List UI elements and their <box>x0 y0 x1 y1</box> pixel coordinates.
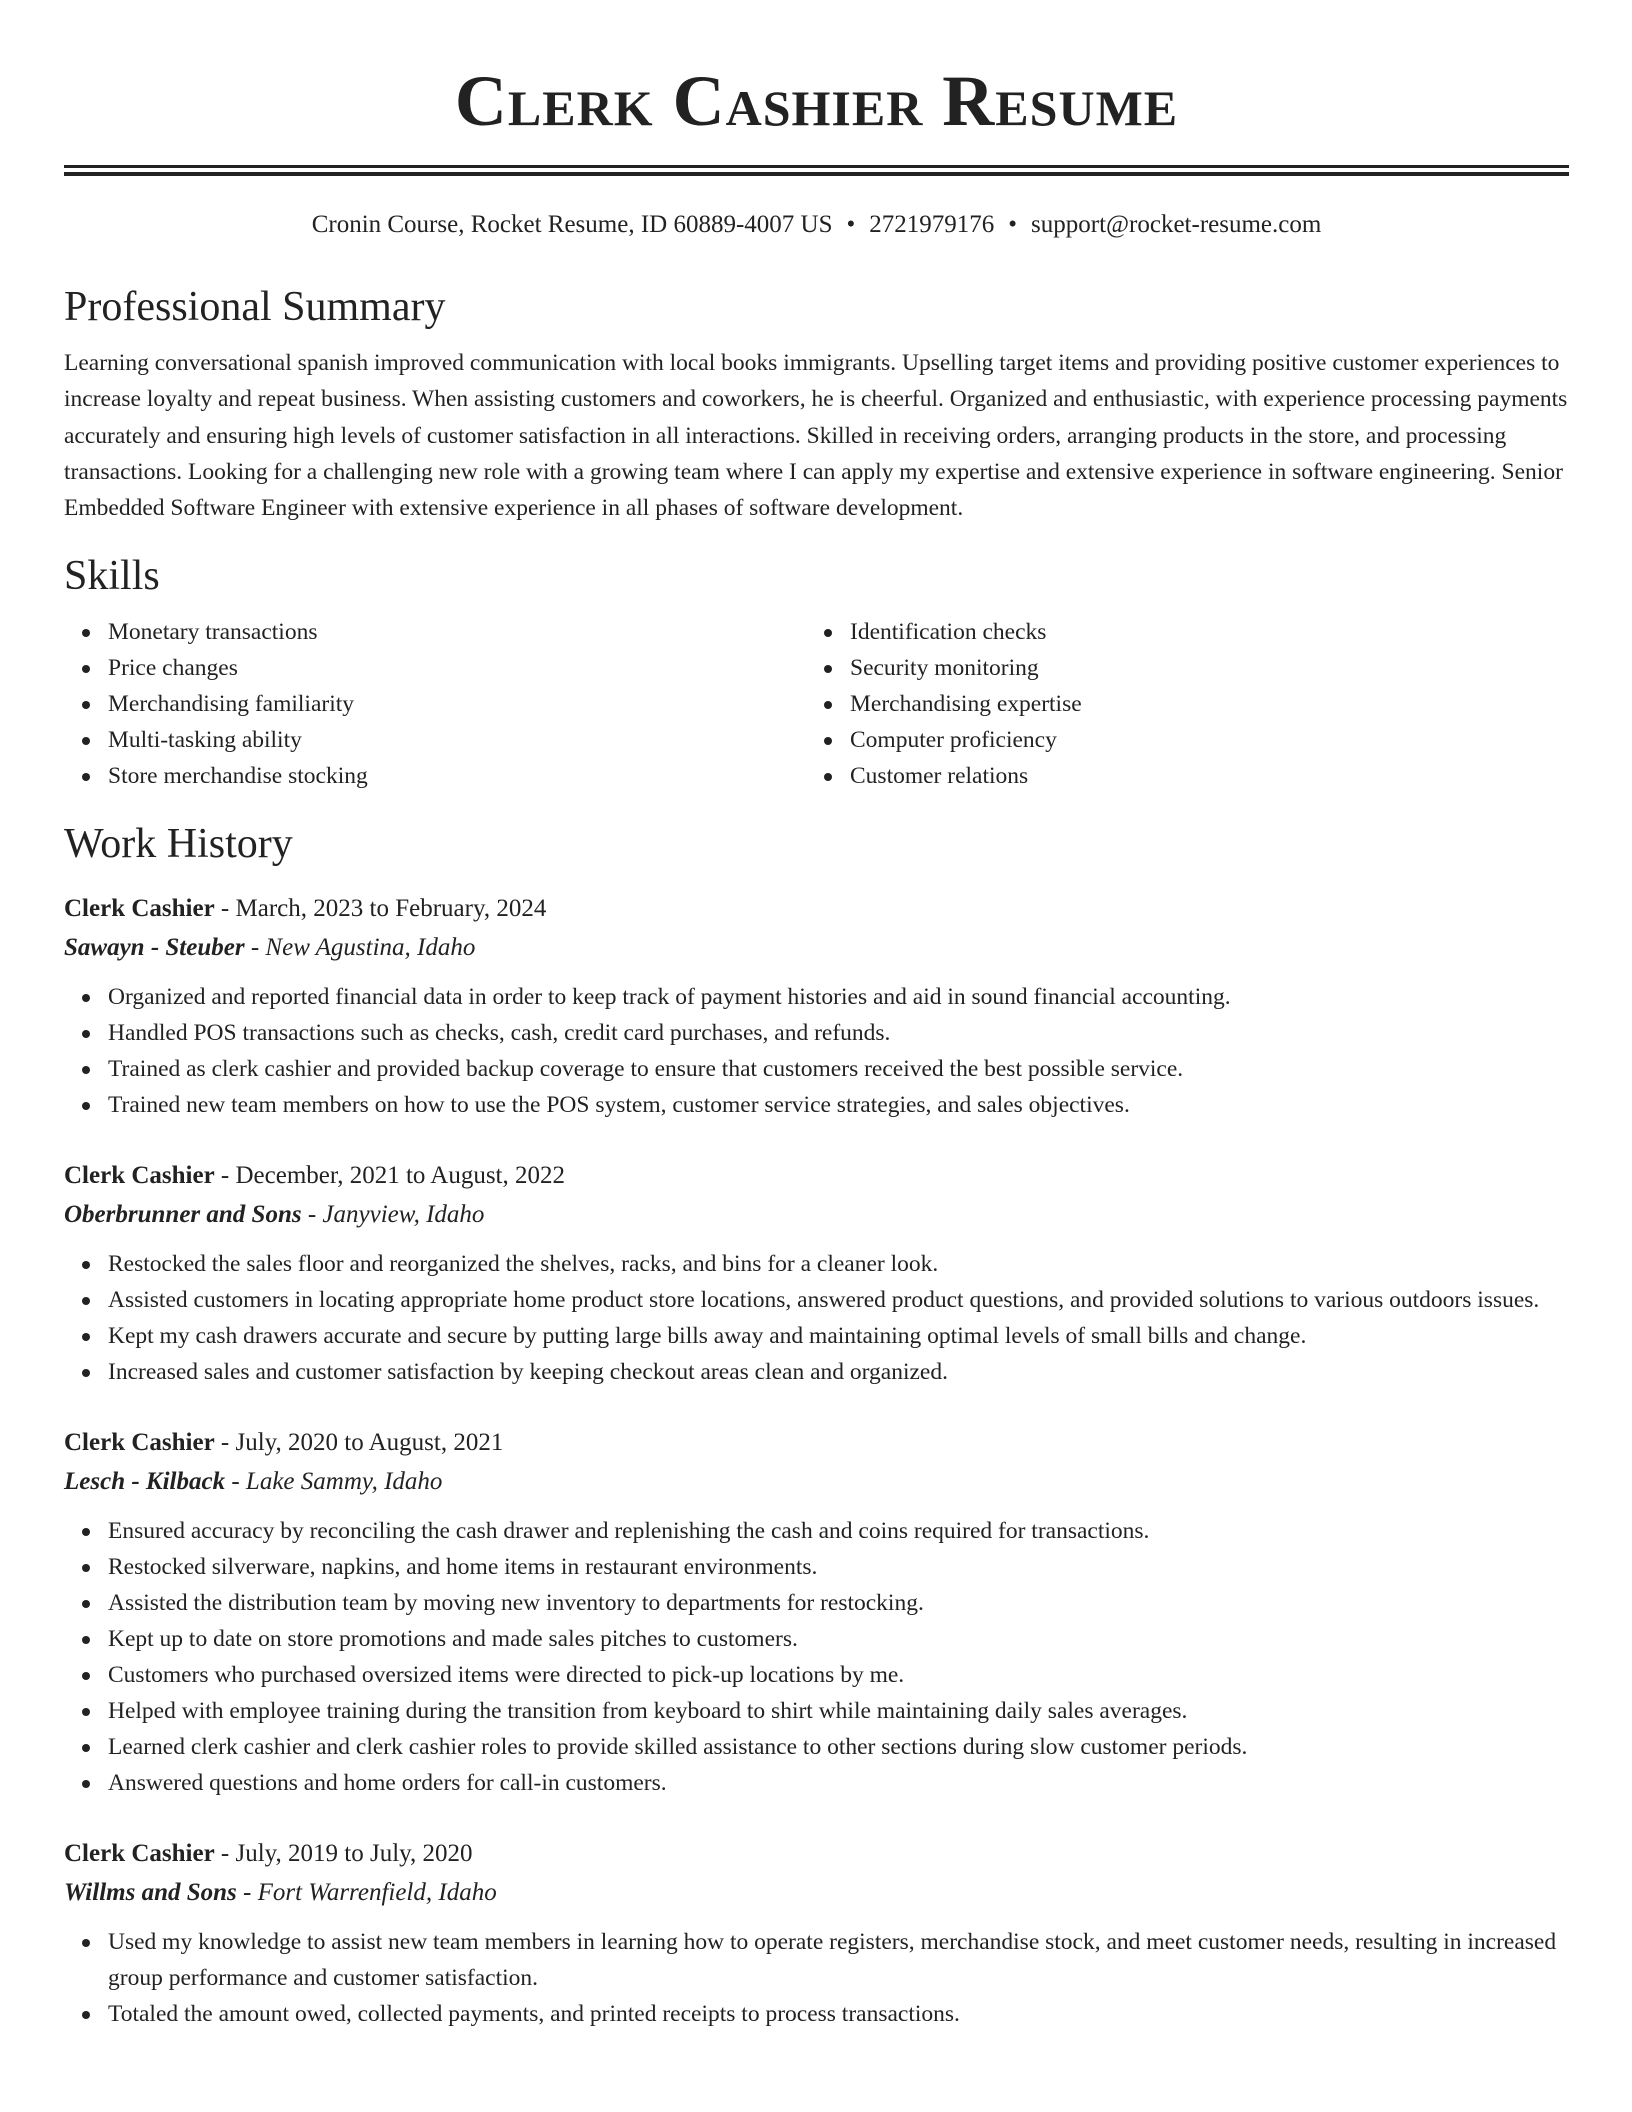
company-separator: - <box>301 1201 323 1229</box>
job-entry <box>64 1835 1569 2032</box>
title-double-rule <box>64 165 1569 176</box>
contact-address: Cronin Course, Rocket Resume, ID 60889-4007 US <box>311 211 833 238</box>
skill-item: Security monitoring <box>850 650 1548 686</box>
skills-left-list <box>64 614 806 794</box>
company-name: Willms and Sons <box>64 1879 237 1907</box>
job-duties-list <box>64 1924 1569 2032</box>
company-separator: - <box>236 1879 258 1907</box>
company-line <box>64 1462 1569 1502</box>
summary-text: Learning conversational spanish improved communication with local books immigrants. Upselling target items and providing positive customer experiences to increase loyalty and repeat business. When assisting customers and coworkers, he is cheerful. Organized and enthusiastic, with experience processing payments accurately and ensuring high levels of customer satisfaction in all interactions. Skilled in receiving orders, arranging products in the store, and processing transactions. Looking for a challenging new role with a growing team where I can apply my expertise and extensive experience in software engineering. Senior Embedded Software Engineer with extensive experience in all phases of software development. <box>64 350 1568 522</box>
job-title: Clerk Cashier <box>64 1429 215 1457</box>
job-title: Clerk Cashier <box>64 895 215 923</box>
job-duty: Kept up to date on store promotions and made sales pitches to customers. <box>108 1621 1569 1657</box>
job-duty: Ensured accuracy by reconciling the cash drawer and replenishing the cash and coins required for transactions. <box>108 1513 1569 1549</box>
job-dates: July, 2019 to July, 2020 <box>235 1840 473 1868</box>
job-title: Clerk Cashier <box>64 1840 215 1868</box>
company-line <box>64 1195 1569 1235</box>
skill-item: Merchandising familiarity <box>108 686 806 722</box>
skill-item: Price changes <box>108 650 806 686</box>
skills-right-list <box>806 614 1548 794</box>
company-name: Oberbrunner and Sons <box>64 1201 302 1229</box>
job-duty: Handled POS transactions such as checks, cash, credit card purchases, and refunds. <box>108 1015 1569 1051</box>
job-duty: Customers who purchased oversized items were directed to pick-up locations by me. <box>108 1657 1569 1693</box>
resume-page <box>64 0 1569 2032</box>
job-entry <box>64 1157 1569 1390</box>
skill-item: Customer relations <box>850 758 1548 794</box>
skill-item: Multi-tasking ability <box>108 722 806 758</box>
job-duties-list <box>64 979 1569 1123</box>
job-entry <box>64 890 1569 1123</box>
company-location: Janyview, Idaho <box>322 1201 485 1229</box>
job-title: Clerk Cashier <box>64 1162 215 1190</box>
job-dates: March, 2023 to February, 2024 <box>235 895 547 923</box>
company-location: New Agustina, Idaho <box>265 934 476 962</box>
job-title-line <box>64 1157 1569 1195</box>
skill-item: Store merchandise stocking <box>108 758 806 794</box>
job-duty: Assisted customers in locating appropriate home product store locations, answered product questions, and provided solutions to various outdoors issues. <box>108 1282 1569 1318</box>
job-dates: December, 2021 to August, 2022 <box>235 1162 566 1190</box>
job-duty: Totaled the amount owed, collected payments, and printed receipts to process transactions. <box>108 1996 1569 2032</box>
skill-item: Merchandising expertise <box>850 686 1548 722</box>
company-separator: - <box>225 1468 246 1496</box>
company-name: Sawayn - Steuber <box>64 934 245 962</box>
job-duty: Restocked silverware, napkins, and home items in restaurant environments. <box>108 1549 1569 1585</box>
skills-columns <box>64 614 1569 794</box>
contact-separator: • <box>1008 211 1018 238</box>
contact-separator: • <box>846 211 856 238</box>
company-line <box>64 928 1569 968</box>
job-dates: July, 2020 to August, 2021 <box>235 1429 504 1457</box>
job-duty: Answered questions and home orders for call-in customers. <box>108 1765 1569 1801</box>
resume-title: Clerk Cashier Resume <box>454 61 1179 141</box>
job-duty: Organized and reported financial data in order to keep track of payment histories and aid in sound financial accounting. <box>108 979 1569 1015</box>
job-duties-list <box>64 1513 1569 1801</box>
job-separator: - <box>214 1162 236 1190</box>
job-duty: Trained new team members on how to use the POS system, customer service strategies, and sales objectives. <box>108 1087 1569 1123</box>
skill-item: Monetary transactions <box>108 614 806 650</box>
job-duty: Trained as clerk cashier and provided backup coverage to ensure that customers received the best possible service. <box>108 1051 1569 1087</box>
company-location: Fort Warrenfield, Idaho <box>257 1879 497 1907</box>
job-duty: Helped with employee training during the transition from keyboard to shirt while maintaining daily sales averages. <box>108 1693 1569 1729</box>
job-duty: Used my knowledge to assist new team members in learning how to operate registers, merchandise stock, and meet customer needs, resulting in increased group performance and customer satisfaction. <box>108 1924 1569 1996</box>
job-duty: Restocked the sales floor and reorganized the shelves, racks, and bins for a cleaner look. <box>108 1246 1569 1282</box>
company-line <box>64 1873 1569 1913</box>
company-separator: - <box>244 934 266 962</box>
job-separator: - <box>214 1840 236 1868</box>
skill-item: Identification checks <box>850 614 1548 650</box>
job-separator: - <box>214 1429 236 1457</box>
job-duty: Assisted the distribution team by moving new inventory to departments for restocking. <box>108 1585 1569 1621</box>
job-title-line <box>64 890 1569 928</box>
contact-phone: 2721979176 <box>869 211 995 238</box>
contact-line <box>64 209 1569 241</box>
company-name: Lesch - Kilback <box>64 1468 226 1496</box>
job-duties-list <box>64 1246 1569 1390</box>
job-duty: Kept my cash drawers accurate and secure by putting large bills away and maintaining optimal levels of small bills and change. <box>108 1318 1569 1354</box>
job-duty: Increased sales and customer satisfaction by keeping checkout areas clean and organized. <box>108 1354 1569 1390</box>
job-duty: Learned clerk cashier and clerk cashier roles to provide skilled assistance to other sections during slow customer periods. <box>108 1729 1569 1765</box>
job-title-line <box>64 1424 1569 1462</box>
company-location: Lake Sammy, Idaho <box>245 1468 443 1496</box>
job-separator: - <box>214 895 236 923</box>
summary-heading: Professional Summary <box>64 284 446 330</box>
skill-item: Computer proficiency <box>850 722 1548 758</box>
skills-heading: Skills <box>64 553 160 600</box>
job-title-line <box>64 1835 1569 1873</box>
job-entry <box>64 1424 1569 1801</box>
work-history-heading: Work History <box>64 821 293 868</box>
contact-email: support@rocket-resume.com <box>1031 211 1322 238</box>
